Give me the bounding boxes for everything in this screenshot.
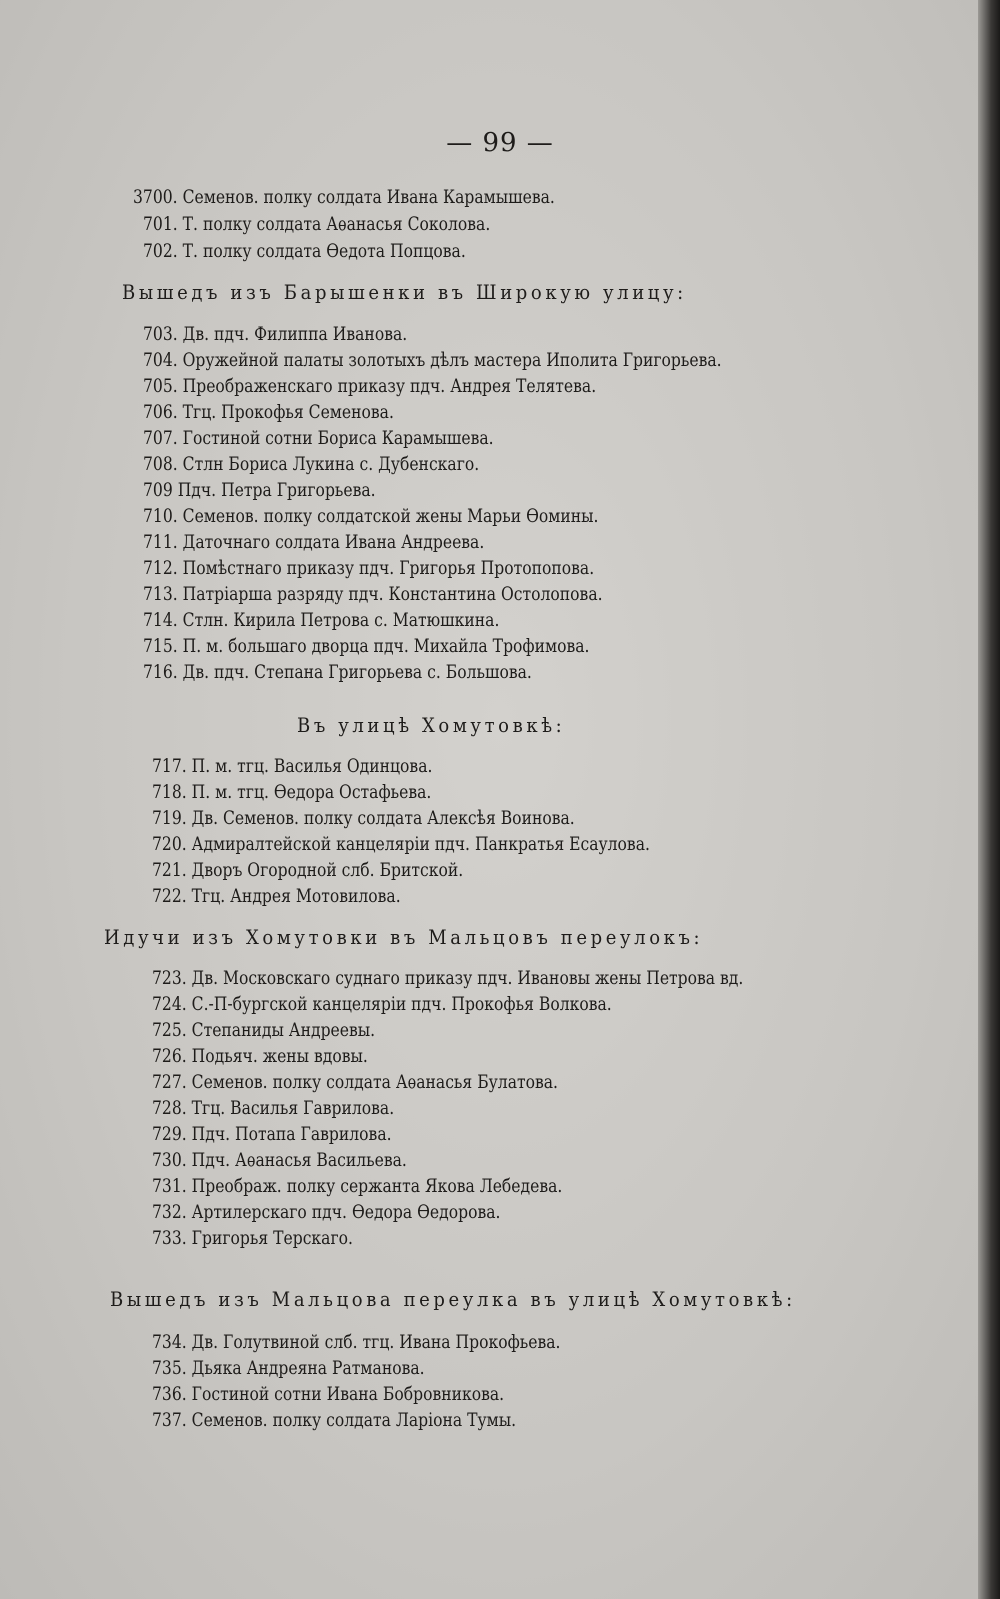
entry-number: 708. xyxy=(143,453,178,475)
entry-number: 703. xyxy=(143,323,178,345)
entry-text: П. м. большаго дворца пдч. Михайла Трофимова. xyxy=(182,635,590,657)
entry-text: Артилерскаго пдч. Ѳедора Ѳедорова. xyxy=(191,1201,501,1223)
entry-number: 713. xyxy=(143,583,178,605)
entry-text: Тгц. Прокофья Семенова. xyxy=(182,401,394,423)
entry-number: 701. xyxy=(143,213,178,235)
entry-line xyxy=(152,1356,425,1380)
entry-text: Подьяч. жены вдовы. xyxy=(191,1045,368,1067)
entry-number: 706. xyxy=(143,401,178,423)
entry-text: Гостиной сотни Бориса Карамышева. xyxy=(182,427,494,449)
entry-number: 714. xyxy=(143,609,178,631)
entry-text: Тгц. Василья Гаврилова. xyxy=(191,1097,395,1119)
entry-text: Пдч. Петра Григорьева. xyxy=(177,479,376,501)
entry-line xyxy=(152,1408,516,1432)
entry-line xyxy=(143,478,376,502)
entry-number: 733. xyxy=(152,1227,187,1249)
entry-text: Стлн. Кирила Петрова с. Матюшкина. xyxy=(182,609,500,631)
entry-text: Семенов. полку солдата Ивана Карамышева. xyxy=(182,186,555,208)
entry-text: Степаниды Андреевы. xyxy=(191,1019,376,1041)
entry-number: 727. xyxy=(152,1071,187,1093)
entry-text: Дв. Семенов. полку солдата Алексѣя Воинова. xyxy=(191,807,575,829)
entry-number: 730. xyxy=(152,1149,187,1171)
entry-line xyxy=(152,1226,353,1250)
entry-line xyxy=(143,212,490,236)
entry-number: 712. xyxy=(143,557,178,579)
entry-line xyxy=(143,634,590,658)
entry-line xyxy=(152,1148,407,1172)
entry-text: П. м. тгц. Ѳедора Остафьева. xyxy=(191,781,432,803)
entry-text: Дворъ Огородной слб. Бритской. xyxy=(191,859,464,881)
entry-number: 728. xyxy=(152,1097,187,1119)
entry-line xyxy=(143,400,394,424)
entry-line xyxy=(152,832,650,856)
entry-text: Григорья Терскаго. xyxy=(191,1227,353,1249)
entry-number: 711. xyxy=(143,531,178,553)
entry-line xyxy=(152,1330,560,1354)
entry-line xyxy=(133,185,555,209)
entry-line xyxy=(143,426,494,450)
entry-line xyxy=(143,322,407,346)
entry-line xyxy=(152,806,575,830)
entry-text: Дв. Московскаго суднаго приказу пдч. Ивановы жены Петрова вд. xyxy=(191,967,744,989)
entry-number: 737. xyxy=(152,1409,187,1431)
entry-text: Адмиралтейской канцеляріи пдч. Панкратья Есаулова. xyxy=(191,833,650,855)
entry-number: 732. xyxy=(152,1201,187,1223)
entry-number: 702. xyxy=(143,240,178,262)
entry-number: 723. xyxy=(152,967,187,989)
entry-text: Стлн Бориса Лукина с. Дубенскаго. xyxy=(182,453,480,475)
entry-number: 735. xyxy=(152,1357,187,1379)
entry-text: Дв. пдч. Филиппа Иванова. xyxy=(182,323,408,345)
entry-number: 707. xyxy=(143,427,178,449)
section-heading: Вышедъ изъ Барышенки въ Широкую улицу: xyxy=(122,280,687,304)
entry-line xyxy=(143,452,479,476)
entry-number: 726. xyxy=(152,1045,187,1067)
entry-line xyxy=(143,239,466,263)
entry-line xyxy=(152,1382,504,1406)
entry-text: Тгц. Андрея Мотовилова. xyxy=(191,885,401,907)
entry-number: 720. xyxy=(152,833,187,855)
entry-line xyxy=(143,556,594,580)
entry-text: Оружейной палаты золотыхъ дѣлъ мастера Иполита Григорьева. xyxy=(182,349,722,371)
section-heading: Идучи изъ Хомутовки въ Мальцовъ переулокъ: xyxy=(104,925,704,949)
entry-text: Преображенскаго приказу пдч. Андрея Телятева. xyxy=(182,375,597,397)
page-edge-shadow xyxy=(978,0,1000,1599)
entry-text: Патріарша разряду пдч. Константина Остолопова. xyxy=(182,583,603,605)
entry-line xyxy=(152,1174,562,1198)
entry-line xyxy=(152,1070,558,1094)
entry-line xyxy=(152,884,401,908)
entry-text: Т. полку солдата Аѳанасья Соколова. xyxy=(182,213,491,235)
entry-text: С.-П-бургской канцеляріи пдч. Прокофья Волкова. xyxy=(191,993,612,1015)
entry-number: 731. xyxy=(152,1175,187,1197)
entry-line xyxy=(152,1018,375,1042)
entry-line xyxy=(143,348,722,372)
entry-text: Дв. пдч. Степана Григорьева с. Большова. xyxy=(182,661,532,683)
entry-text: Т. полку солдата Ѳедота Попцова. xyxy=(182,240,466,262)
entry-number: 718. xyxy=(152,781,187,803)
entry-text: Даточнаго солдата Ивана Андреева. xyxy=(182,531,485,553)
entry-text: Семенов. полку солдата Ларіона Тумы. xyxy=(191,1409,517,1431)
entry-text: Преображ. полку сержанта Якова Лебедева. xyxy=(191,1175,563,1197)
entry-line xyxy=(143,608,499,632)
entry-line xyxy=(152,1096,394,1120)
entry-number: 704. xyxy=(143,349,178,371)
entry-text: П. м. тгц. Василья Одинцова. xyxy=(191,755,433,777)
entry-number: 734. xyxy=(152,1331,187,1353)
entry-line xyxy=(152,992,612,1016)
entry-text: Дьяка Андреяна Ратманова. xyxy=(191,1357,425,1379)
entry-number: 3700. xyxy=(133,186,178,208)
section-heading: Вышедъ изъ Мальцова переулка въ улицѣ Хомутовкѣ: xyxy=(110,1287,796,1311)
entry-text: Семенов. полку солдатской жены Марьи Ѳомины. xyxy=(182,505,599,527)
entry-line xyxy=(143,504,598,528)
entry-text: Гостиной сотни Ивана Бобровникова. xyxy=(191,1383,505,1405)
entry-line xyxy=(152,1044,368,1068)
entry-line xyxy=(143,374,596,398)
section-heading: Въ улицѣ Хомутовкѣ: xyxy=(297,713,566,737)
entry-line xyxy=(152,754,432,778)
entry-number: 705. xyxy=(143,375,178,397)
entry-number: 716. xyxy=(143,661,178,683)
entry-number: 709 xyxy=(143,479,173,501)
entry-line xyxy=(143,530,484,554)
entry-line xyxy=(152,1200,500,1224)
entry-number: 715. xyxy=(143,635,178,657)
entry-number: 721. xyxy=(152,859,187,881)
entry-line xyxy=(152,966,743,990)
entry-line xyxy=(152,1122,392,1146)
entry-text: Пдч. Потапа Гаврилова. xyxy=(191,1123,392,1145)
entry-line xyxy=(143,660,532,684)
entry-line xyxy=(143,582,603,606)
entry-number: 719. xyxy=(152,807,187,829)
entry-number: 729. xyxy=(152,1123,187,1145)
entry-number: 736. xyxy=(152,1383,187,1405)
entry-number: 725. xyxy=(152,1019,187,1041)
entry-line xyxy=(152,780,431,804)
entry-number: 717. xyxy=(152,755,187,777)
entry-text: Семенов. полку солдата Аѳанасья Булатова. xyxy=(191,1071,559,1093)
entry-text: Пдч. Аѳанасья Васильева. xyxy=(191,1149,407,1171)
page-number: — 99 — xyxy=(446,128,554,158)
entry-number: 710. xyxy=(143,505,178,527)
entry-number: 724. xyxy=(152,993,187,1015)
entry-text: Помѣстнаго приказу пдч. Григорья Протопопова. xyxy=(182,557,595,579)
entry-line xyxy=(152,858,463,882)
entry-number: 722. xyxy=(152,885,187,907)
entry-text: Дв. Голутвиной слб. тгц. Ивана Прокофьева. xyxy=(191,1331,561,1353)
